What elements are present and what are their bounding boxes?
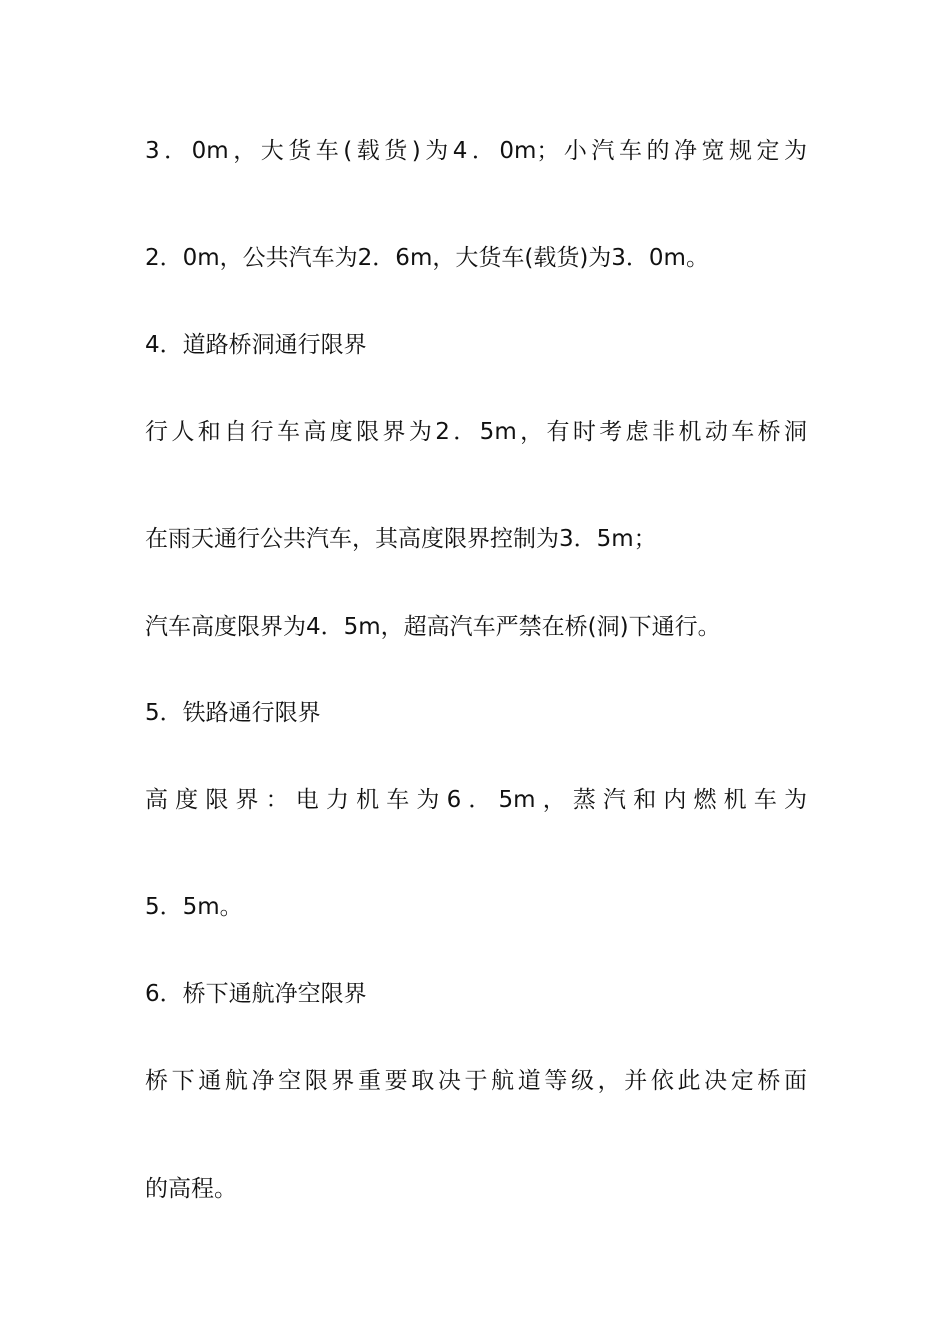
paragraph-line: 5．5m。 (145, 894, 243, 920)
section-heading: 4．道路桥洞通行限界 (145, 332, 367, 358)
paragraph-line: 高度限界：电力机车为6．5m，蒸汽和内燃机车为 (145, 787, 807, 813)
paragraph-line: 汽车高度限界为4．5m，超高汽车严禁在桥(洞)下通行。 (145, 614, 721, 640)
paragraph-line: 在雨天通行公共汽车，其高度限界控制为3．5m； (145, 526, 657, 552)
paragraph-line: 的高程。 (145, 1176, 237, 1202)
paragraph-line: 行人和自行车高度限界为2．5m，有时考虑非机动车桥洞 (145, 419, 807, 445)
paragraph-line: 3．0m，大货车(载货)为4．0m；小汽车的净宽规定为 (145, 138, 807, 164)
section-heading: 6．桥下通航净空限界 (145, 981, 367, 1007)
section-heading: 5．铁路通行限界 (145, 700, 321, 726)
paragraph-line: 2．0m，公共汽车为2．6m，大货车(载货)为3．0m。 (145, 245, 709, 271)
paragraph-line: 桥下通航净空限界重要取决于航道等级，并依此决定桥面 (145, 1068, 807, 1094)
